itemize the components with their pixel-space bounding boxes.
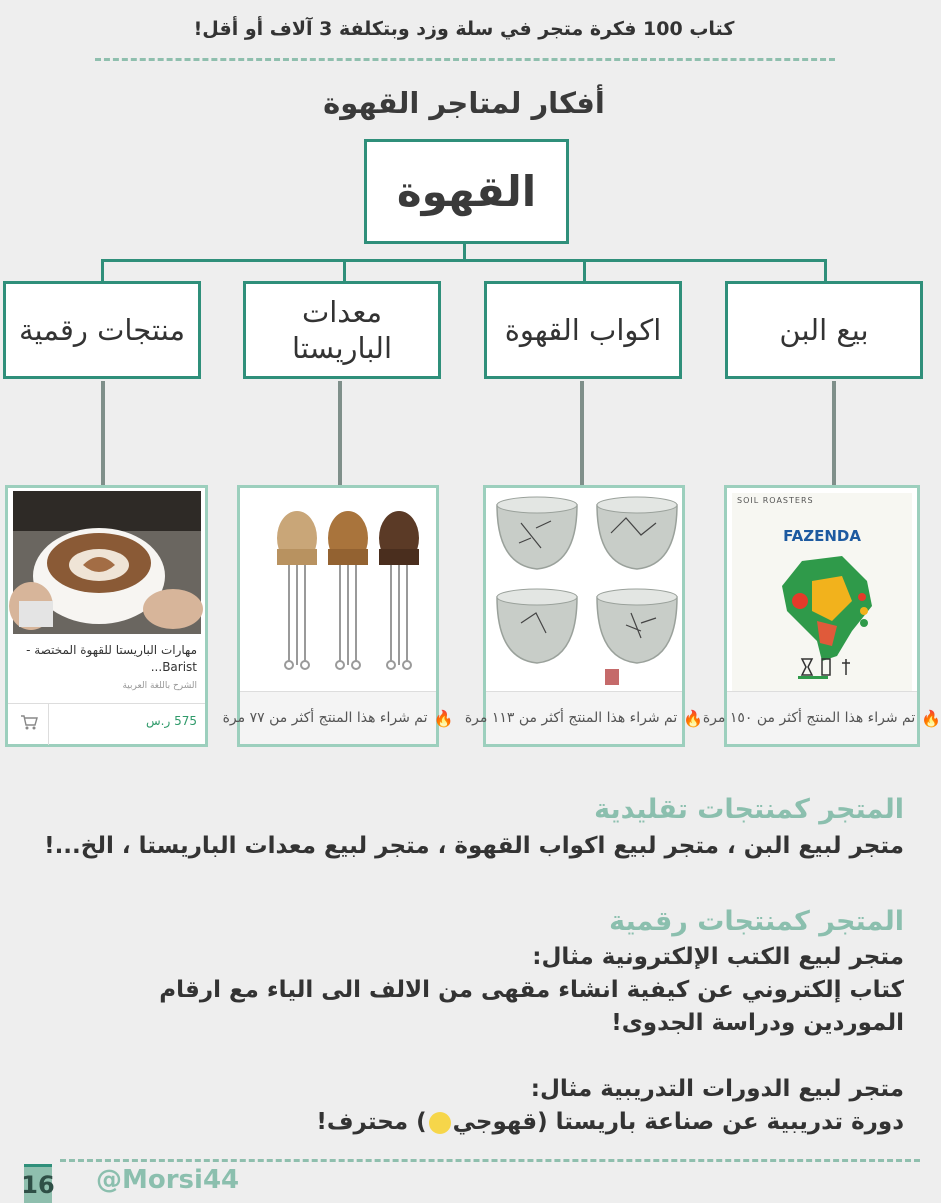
branch-connector: [583, 259, 586, 281]
smiley-face-icon: [429, 1112, 451, 1134]
author-handle[interactable]: @Morsi44: [96, 1165, 240, 1195]
page-number: 16: [24, 1164, 52, 1203]
category-digital-products: منتجات رقمية: [3, 281, 201, 379]
product-card-barista-tools[interactable]: [222, 485, 454, 747]
product-card-barista-course[interactable]: [5, 485, 208, 747]
category-barista-tools: معدات الباريستا: [243, 281, 441, 379]
product-card-coffee-bag[interactable]: [702, 485, 941, 747]
course-title[interactable]: مهارات الباريستا للقهوة المختصة - Barist...: [26, 643, 197, 674]
branch-connector: [101, 259, 104, 281]
sold-count-label: 🔥 تم شراء هذا المنتج أكثر من ١٥٠ مرة: [727, 691, 917, 744]
product-card-coffee-cups[interactable]: [464, 485, 704, 747]
fire-icon: 🔥: [433, 708, 454, 728]
category-coffee-beans: بيع البن: [725, 281, 923, 379]
branch-connector: [824, 259, 827, 281]
fire-icon: 🔥: [921, 708, 941, 728]
sold-count-label: 🔥 تم شراء هذا المنتج أكثر من ١١٣ مرة: [486, 691, 682, 744]
brew-tools-icon: [798, 655, 858, 677]
traditional-text: متجر لبيع البن ، متجر لبيع اكواب القهوة ، متجر لبيع معدات الباريستا ، الخ...!: [44, 833, 904, 859]
bag-product-name: FAZENDA: [783, 527, 861, 545]
latte-art-image: [13, 491, 201, 634]
digital-heading: المتجر كمنتجات رقمية: [609, 906, 904, 937]
barista-tools-image: [245, 493, 435, 693]
root-connector: [463, 241, 466, 261]
card-divider: [48, 704, 49, 745]
root-node: القهوة: [364, 139, 569, 244]
digital-line: دورة تدريبية عن صناعة باريستا (قهوجي) محترف!: [316, 1109, 904, 1135]
section-title: أفكار لمتاجر القهوة: [323, 86, 605, 120]
digital-line: متجر لبيع الكتب الإلكترونية مثال:: [532, 944, 904, 970]
card-connector: [580, 381, 584, 485]
card-connector: [101, 381, 105, 485]
fire-icon: 🔥: [683, 708, 704, 728]
digital-line: كتاب إلكتروني عن كيفية انشاء مقهى من الالف الى الياء مع ارقام: [159, 977, 904, 1003]
course-price: 575 ر.س: [146, 714, 197, 728]
course-language: الشرح باللغة العربية: [122, 681, 197, 691]
book-title: كتاب 100 فكرة متجر في سلة وزد وبتكلفة 3 آلاف أو أقل!: [193, 18, 735, 40]
coffee-bag-image: [732, 493, 912, 693]
card-connector: [832, 381, 836, 485]
digital-line: الموردين ودراسة الجدوى!: [611, 1010, 904, 1036]
brazil-map-illustration: [772, 551, 882, 671]
cart-icon[interactable]: [20, 714, 38, 730]
bag-accent-bar: [798, 676, 828, 679]
branch-connector: [343, 259, 346, 281]
top-divider: [95, 58, 835, 61]
traditional-heading: المتجر كمنتجات تقليدية: [594, 794, 904, 825]
coffee-cups-image: [491, 493, 681, 693]
category-coffee-cups: اكواب القهوة: [484, 281, 682, 379]
branch-line: [101, 259, 827, 262]
card-connector: [338, 381, 342, 485]
digital-line: متجر لبيع الدورات التدريبية مثال:: [530, 1076, 904, 1102]
card-divider: [8, 703, 205, 704]
bag-brand: SOIL ROASTERS: [737, 496, 814, 505]
sold-count-label: 🔥 تم شراء هذا المنتج أكثر من ٧٧ مرة: [240, 691, 436, 744]
bottom-divider: [60, 1159, 920, 1162]
